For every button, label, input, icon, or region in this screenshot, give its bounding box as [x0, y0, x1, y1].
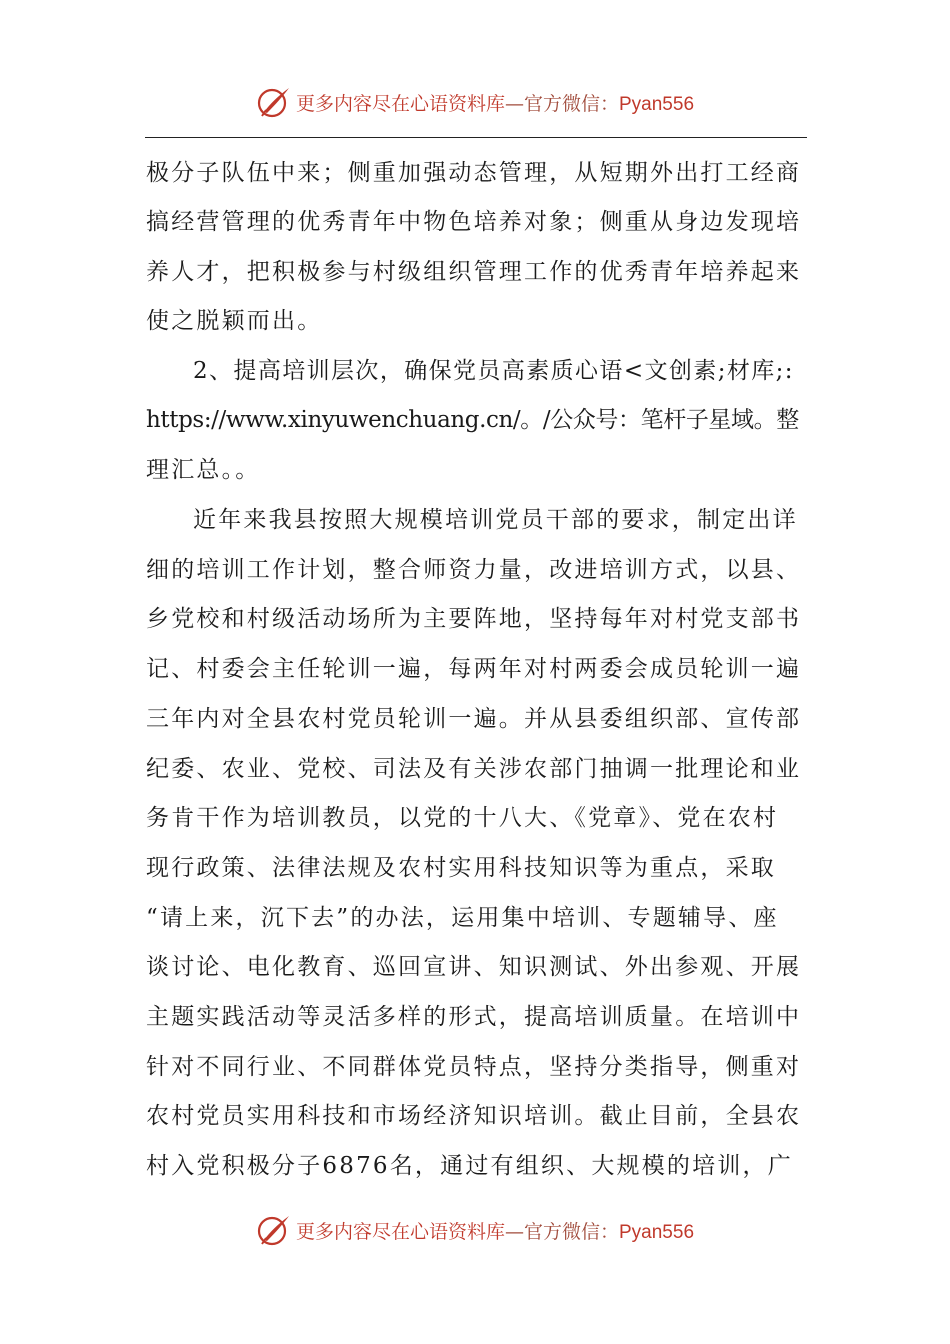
text-line: 三年内对全县农村党员轮训一遍。并从县委组织部、宣传部 [146, 706, 802, 732]
banner-wechat-label: —官方微信： [504, 1220, 619, 1243]
text-line: 农村党员实用科技和市场经济知识培训。截止目前，全县农 [146, 1103, 802, 1129]
text-line: 主题实践活动等灵活多样的形式，提高培训质量。在培训中 [146, 1004, 802, 1030]
banner-wechat-id: Pyan556 [619, 1221, 695, 1243]
text-line: 乡党校和村级活动场所为主要阵地，坚持每年对村党支部书 [146, 606, 802, 632]
pen-quill-logo-icon [256, 84, 292, 120]
footer-banner [0, 1210, 950, 1250]
text-line: 务肯干作为培训教员，以党的十八大、《党章》、党在农村 [146, 805, 779, 831]
text-line: https://www.xinyuwenchuang.cn/。/公众号：笔杆子星域。整 [146, 407, 799, 433]
text-line: 近年来我县按照大规模培训党员干部的要求，制定出详 [193, 507, 798, 533]
text-line: 细的培训工作计划，整合师资力量，改进培训方式，以县、 [146, 557, 802, 583]
pen-quill-logo-icon [256, 1212, 292, 1248]
banner-wechat-id: Pyan556 [619, 93, 695, 115]
text-line: 现行政策、法律法规及农村实用科技知识等为重点，采取 [146, 855, 776, 881]
text-line: 养人才，把积极参与村级组织管理工作的优秀青年培养起来 [146, 259, 802, 285]
text-line: 村入党积极分子6876名，通过有组织、大规模的培训，广 [146, 1153, 793, 1179]
header-banner [0, 82, 950, 122]
text-line: 理汇总。。 [146, 457, 261, 483]
text-line: 搞经营管理的优秀青年中物色培养对象；侧重从身边发现培 [146, 209, 802, 235]
text-line: 纪委、农业、党校、司法及有关涉农部门抽调一批理论和业 [146, 756, 802, 782]
header-divider [145, 137, 807, 138]
banner-text [296, 1217, 694, 1244]
banner-title: 更多内容尽在心语资料库 [295, 92, 505, 115]
text-line: 记、村委会主任轮训一遍，每两年对村两委会成员轮训一遍 [146, 656, 802, 682]
banner-text [296, 89, 694, 116]
text-line: 针对不同行业、不同群体党员特点，坚持分类指导，侧重对 [146, 1054, 802, 1080]
banner-wechat-label: —官方微信： [504, 92, 619, 115]
text-line: 谈讨论、电化教育、巡回宣讲、知识测试、外出参观、开展 [146, 954, 802, 980]
text-line: “请上来，沉下去”的办法，运用集中培训、专题辅导、座 [146, 905, 779, 931]
text-line: 使之脱颖而出。 [146, 308, 323, 334]
banner-title: 更多内容尽在心语资料库 [295, 1220, 505, 1243]
text-line: 极分子队伍中来；侧重加强动态管理，从短期外出打工经商 [146, 160, 802, 186]
text-line: 2、提高培训层次，确保党员高素质心语<文创素;材库;: [193, 358, 794, 384]
